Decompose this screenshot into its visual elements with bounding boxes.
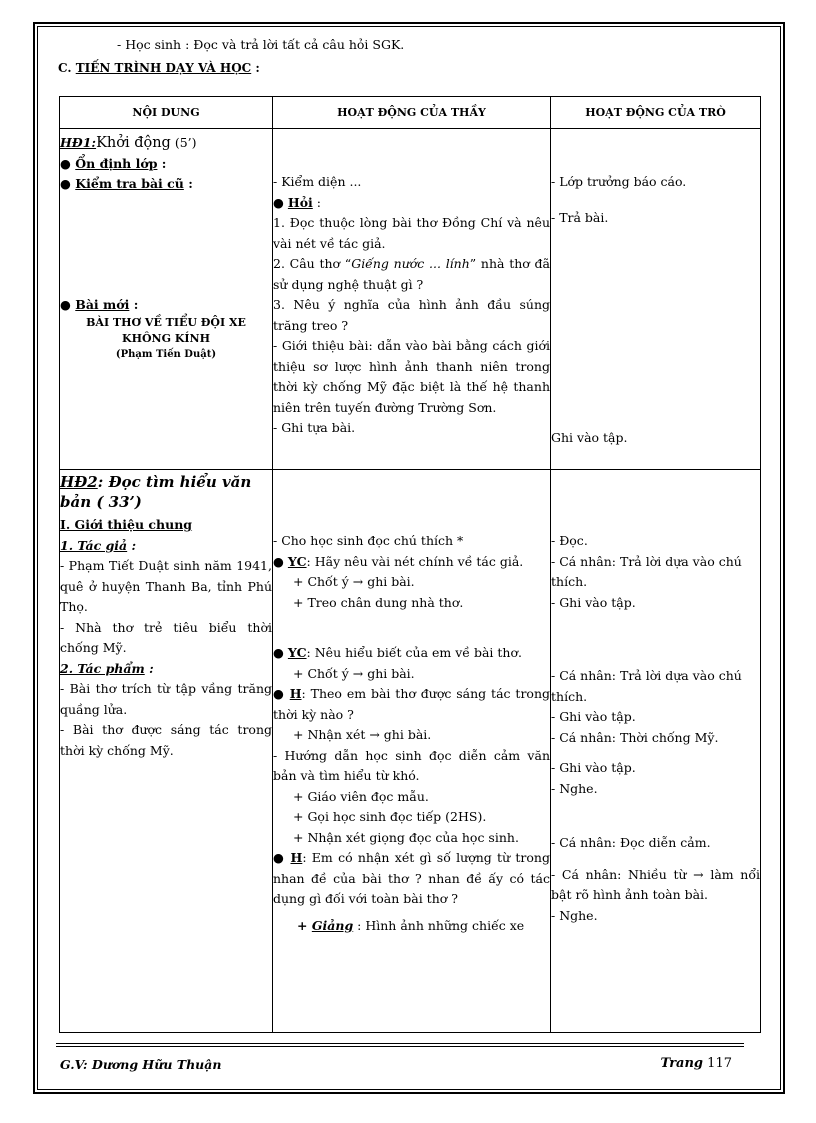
student-tra-loi-2: - Cá nhân: Trả lời dựa vào chú thích. xyxy=(551,668,742,704)
teacher-goi-hs-doc: + Gọi học sinh đọc tiếp (2HS). xyxy=(293,809,487,824)
kiem-tra-bai-cu: Kiểm tra bài cũ xyxy=(75,176,184,191)
teacher-huong-dan-doc: - Hướng dẫn học sinh đọc diễn cảm văn bản và tìm hiểu từ khó. xyxy=(273,747,550,783)
hd2-label: HĐ2 xyxy=(60,473,98,491)
intro-line: - Học sinh : Đọc và trả lời tất cả câu hỏi SGK. xyxy=(117,37,405,52)
page-label: Trang xyxy=(660,1056,704,1071)
section-suffix: : xyxy=(251,61,260,75)
lesson-table xyxy=(59,96,761,1033)
teacher-h-thoi-ky: ● H: Theo em bài thơ được sáng tác trong thời kỳ nào ? xyxy=(273,686,550,722)
hd2-title: : Đọc tìm hiểu văn bản xyxy=(60,473,252,511)
hd1-title: Khởi động xyxy=(96,135,171,151)
on-dinh-lop: Ổn định lớp xyxy=(75,155,158,171)
footer-page xyxy=(660,1056,732,1071)
student-doc-dien-cam: - Cá nhân: Đọc diễn cảm. xyxy=(551,835,711,850)
teacher-h-nhan-de: ● H: Em có nhận xét gì số lượng từ trong nhan đề của bài thơ ? nhan đề ấy có tác dụng gì đối với toàn bài thơ ? xyxy=(273,850,550,906)
student-ghi-vao-tap: Ghi vào tập. xyxy=(551,430,628,445)
student-tra-bai: - Trả bài. xyxy=(551,209,609,225)
teacher-doc-chu-thich: - Cho học sinh đọc chú thích * xyxy=(273,533,464,548)
student-nghe-1: - Nghe. xyxy=(551,780,598,796)
student-ghi-tap-3: - Ghi vào tập. xyxy=(551,760,636,775)
poem-author: (Phạm Tiến Duật) xyxy=(115,349,217,360)
tac-gia-heading: 1. Tác giả xyxy=(60,537,128,553)
student-thoi-chong-my: - Cá nhân: Thời chống Mỹ. xyxy=(551,729,719,745)
teacher-doc-mau: + Giáo viên đọc mẫu. xyxy=(293,788,429,804)
footer-author: G.V: Dương Hữu Thuận xyxy=(60,1057,222,1072)
section-title: TIẾN TRÌNH DẠY VÀ HỌC xyxy=(75,61,252,75)
student-ghi-tap-1: - Ghi vào tập. xyxy=(551,594,636,610)
teacher-intro-text: - Giới thiệu bài: dẫn vào bài bằng cách giới thiệu sơ lược hình ảnh thanh niên trong thời kỳ chống Mỹ đặc biệt là thế hệ thanh niên trên tuyến đường Trường Sơn. xyxy=(273,338,550,415)
hd2-student-cell xyxy=(551,470,761,1033)
tac-gia-text-2: - Nhà thơ trẻ tiêu biểu thời chống Mỹ. xyxy=(60,619,272,655)
teacher-ghi-tua: - Ghi tựa bài. xyxy=(273,420,356,435)
table-row-hd1 xyxy=(60,129,761,470)
teacher-yc-bai-tho: ● YC: Nêu hiểu biết của em về bài thơ. xyxy=(273,645,522,660)
hd1-time: (5’) xyxy=(170,135,197,150)
header-hoat-dong-tro: HOẠT ĐỘNG CỦA TRÒ xyxy=(551,97,761,129)
footer-rule-2 xyxy=(56,1046,744,1047)
table-row-hd2 xyxy=(60,470,761,1033)
hd1-teacher-cell: - Kiểm diện ... ● Hỏi : 1. Đọc thuộc lòng bài thơ Đồng Chí và nêu vài nét về tác giả. 2. Câu thơ “Giếng nước ... lính” nhà thơ đã sử dụng nghệ thuật gì ? 3. Nêu ý nghĩa của hình ảnh đầu súng trăng treo ? - Giới thiệu bài: dẫn vào bài bằng cách giới thiệu sơ lược hình ảnh thanh niên trong thời kỳ chống Mỹ đặc biệt là thế hệ thanh niên trên tuyến đường Trường Sơn. - Ghi tựa bài. xyxy=(273,129,551,470)
teacher-question-1: 1. Đọc thuộc lòng bài thơ Đồng Chí và nêu vài nét về tác giả. xyxy=(273,215,550,251)
teacher-nhan-xet-giong: + Nhận xét giọng đọc của học sinh. xyxy=(293,829,519,845)
student-bao-cao: - Lớp trưởng báo cáo. xyxy=(551,174,687,189)
header-hoat-dong-thay: HOẠT ĐỘNG CỦA THẦY xyxy=(273,97,551,129)
tac-pham-text: - Bài thơ trích từ tập vầng trăng quầng lửa. xyxy=(60,681,272,717)
student-ghi-tap-2: - Ghi vào tập. xyxy=(551,709,636,724)
poem-title-line1: BÀI THƠ VỀ TIỂU ĐỘI XE xyxy=(86,316,246,329)
hd1-label: HĐ1: xyxy=(60,135,97,150)
teacher-chot-y-1: + Chốt ý → ghi bài. xyxy=(293,574,415,589)
tac-pham-heading: 2. Tác phẩm xyxy=(60,660,145,676)
hd1-student-cell xyxy=(551,129,761,470)
hd2-content-cell: HĐ2: Đọc tìm hiểu văn bản ( 33’) I. Giới thiệu chung 1. Tác giả : - Phạm Tiết Duật sinh năm 1941, quê ở huyện Thanh Ba, tỉnh Phú Thọ. - Nhà thơ trẻ tiêu biểu thời chống Mỹ. 2. Tác phẩm : - Bài thơ trích từ tập vầng trăng quầng lửa. - Bài thơ được sáng tác trong thời kỳ chống Mỹ. xyxy=(60,470,273,1033)
poem-title-line2: KHÔNG KÍNH xyxy=(122,332,210,345)
teacher-treo-chan-dung: + Treo chân dung nhà thơ. xyxy=(293,594,464,610)
teacher-kiem-dien: - Kiểm diện ... xyxy=(273,174,362,189)
teacher-chot-y-2: + Chốt ý → ghi bài. xyxy=(293,665,415,681)
student-nhieu-tu: - Cá nhân: Nhiều từ → làm nổi bật rõ hình ảnh toàn bài. xyxy=(551,866,760,902)
footer-rule-1 xyxy=(56,1043,744,1044)
gioi-thieu-chung: I. Giới thiệu chung xyxy=(60,517,193,532)
hd2-teacher-cell xyxy=(273,470,551,1033)
header-noi-dung: NỘI DUNG xyxy=(60,97,273,129)
section-prefix: C. xyxy=(58,61,76,75)
teacher-question-2: 2. Câu thơ “Giếng nước ... lính” nhà thơ đã sử dụng nghệ thuật gì ? xyxy=(273,256,551,292)
bai-moi: Bài mới xyxy=(75,296,130,312)
teacher-giang: + Giảng : Hình ảnh những chiếc xe xyxy=(297,917,525,933)
hd1-content-cell: HĐ1:Khởi động (5’) ● Ổn định lớp : ● Kiểm tra bài cũ : ● Bài mới : BÀI THƠ VỀ TIỂU ĐỘI XE KHÔNG KÍNH (Phạm Tiến Duật) xyxy=(60,129,273,470)
teacher-yc-tac-gia: ● YC: Hãy nêu vài nét chính về tác giả. xyxy=(273,553,524,569)
teacher-question-3: 3. Nêu ý nghĩa của hình ảnh đầu súng trăng treo ? xyxy=(273,297,550,333)
tac-gia-text: - Phạm Tiết Duật sinh năm 1941, quê ở huyện Thanh Ba, tỉnh Phú Thọ. xyxy=(60,558,272,614)
section-heading xyxy=(58,61,260,75)
hd2-time: ( 33’) xyxy=(91,493,142,511)
teacher-hoi: Hỏi xyxy=(287,194,313,210)
tac-pham-text-2: - Bài thơ được sáng tác trong thời kỳ chống Mỹ. xyxy=(60,722,272,758)
teacher-nhan-xet-1: + Nhận xét → ghi bài. xyxy=(293,727,432,742)
page-number: 117 xyxy=(707,1056,732,1071)
table-header-row xyxy=(60,97,761,129)
student-tra-loi-1: - Cá nhân: Trả lời dựa vào chú thích. xyxy=(551,553,742,589)
student-doc: - Đọc. xyxy=(551,533,588,548)
student-nghe-2: - Nghe. xyxy=(551,907,598,923)
